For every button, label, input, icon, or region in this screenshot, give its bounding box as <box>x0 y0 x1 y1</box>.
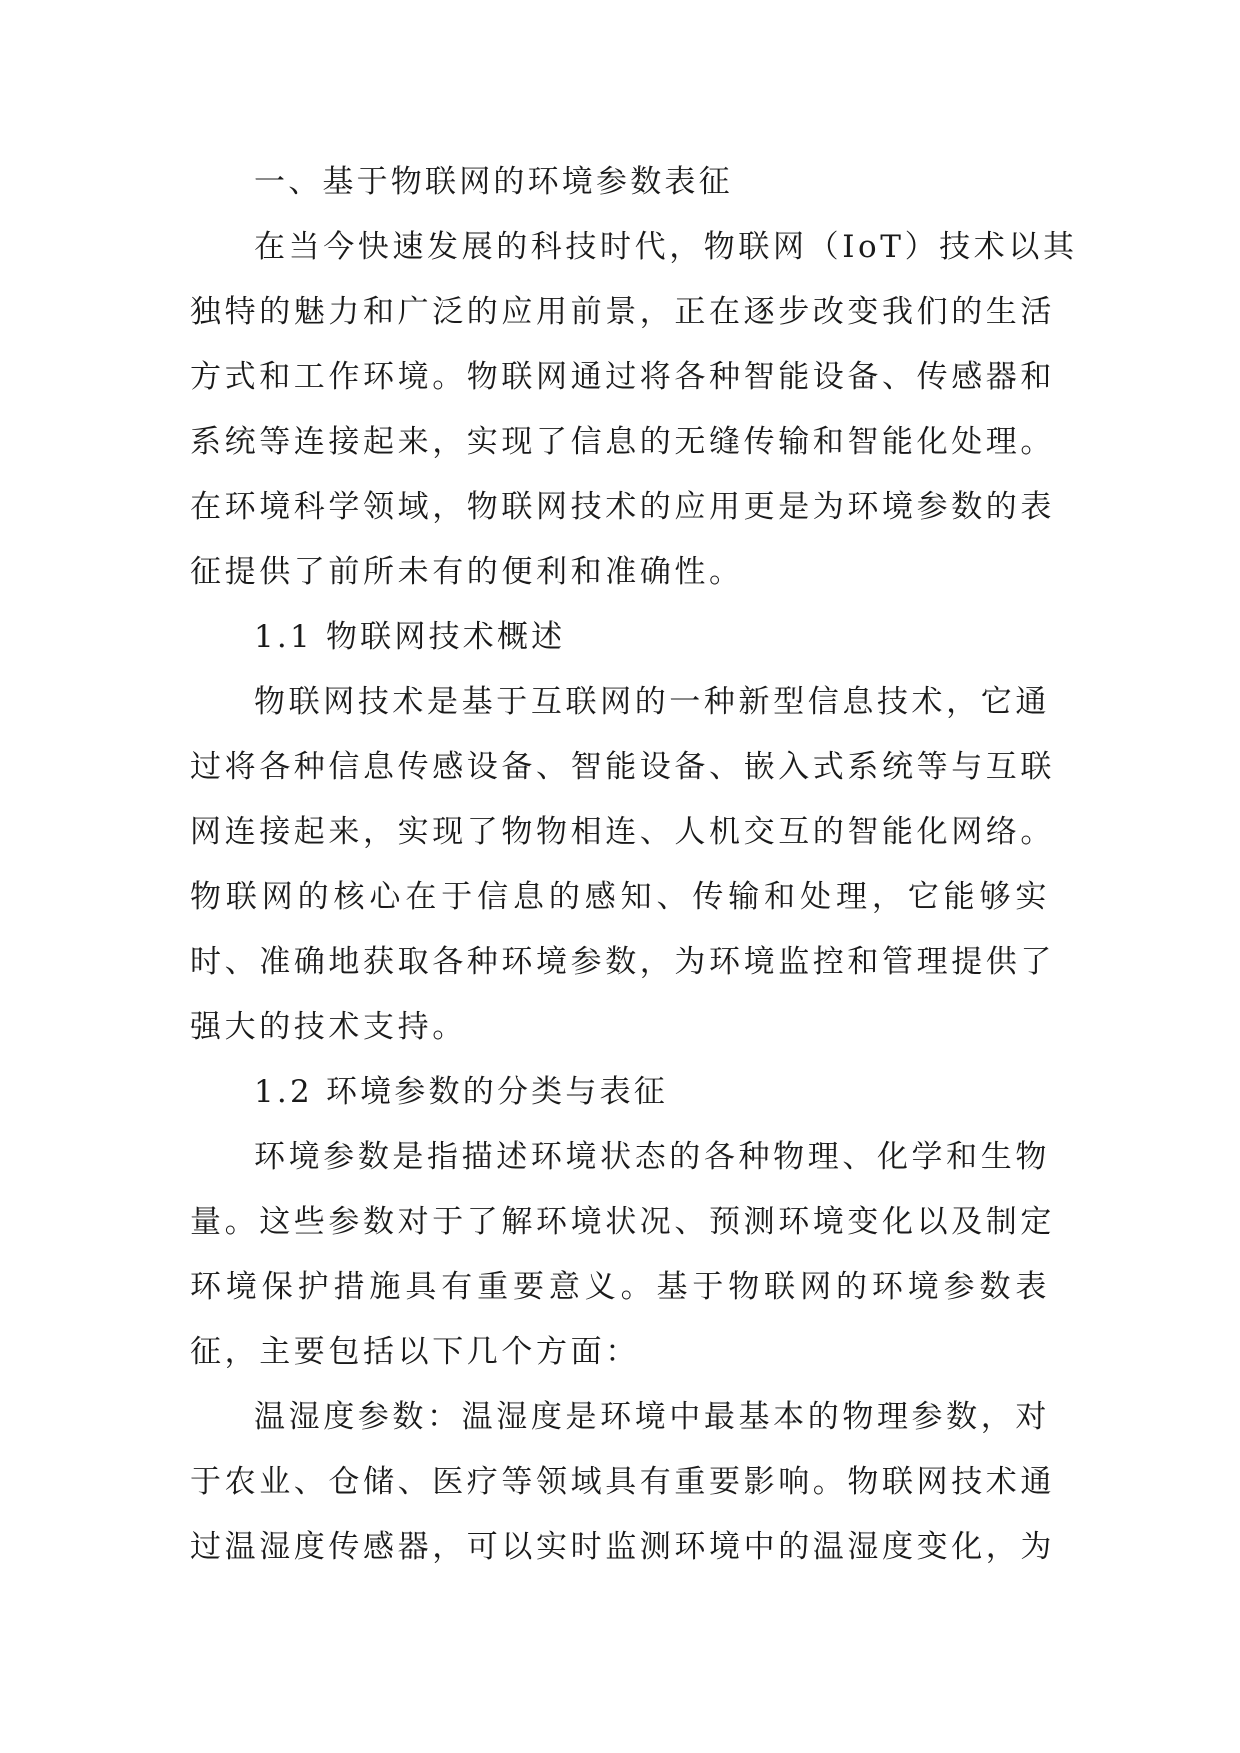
paragraph-line: 强大的技术支持。 <box>190 1009 467 1045</box>
paragraph-line: 征，主要包括以下几个方面： <box>190 1334 640 1370</box>
paragraph-iot-overview <box>190 670 1055 1060</box>
paragraph-line: 网连接起来，实现了物物相连、人机交互的智能化网络。 <box>190 814 1055 850</box>
paragraph-line: 环境参数是指描述环境状态的各种物理、化学和生物 <box>254 1139 1050 1175</box>
paragraph-line: 征提供了前所未有的便利和准确性。 <box>190 554 744 590</box>
paragraph-parameter-classification <box>190 1125 1055 1385</box>
paragraph-line: 在环境科学领域，物联网技术的应用更是为环境参数的表 <box>190 489 1055 525</box>
section-heading: 一、基于物联网的环境参数表征 <box>254 164 733 200</box>
subheading-parameter-classification: 1.2 环境参数的分类与表征 <box>254 1074 668 1110</box>
paragraph-line: 在当今快速发展的科技时代，物联网（IoT）技术以其 <box>254 229 1078 265</box>
paragraph-line: 过将各种信息传感设备、智能设备、嵌入式系统等与互联 <box>190 749 1055 785</box>
subheading-iot-overview: 1.1 物联网技术概述 <box>254 619 566 655</box>
paragraph-line: 量。这些参数对于了解环境状况、预测环境变化以及制定 <box>190 1204 1055 1240</box>
paragraph-line: 时、准确地获取各种环境参数，为环境监控和管理提供了 <box>190 944 1055 980</box>
paragraph-line: 环境保护措施具有重要意义。基于物联网的环境参数表 <box>190 1269 1050 1305</box>
paragraph-line: 物联网技术是基于互联网的一种新型信息技术，它通 <box>254 684 1050 720</box>
document-body <box>190 150 1078 1580</box>
paragraph-line: 物联网的核心在于信息的感知、传输和处理，它能够实 <box>190 879 1050 915</box>
paragraph-intro <box>190 215 1078 605</box>
paragraph-line: 独特的魅力和广泛的应用前景，正在逐步改变我们的生活 <box>190 294 1055 330</box>
paragraph-temperature-humidity <box>190 1385 1055 1580</box>
paragraph-line: 方式和工作环境。物联网通过将各种智能设备、传感器和 <box>190 359 1055 395</box>
paragraph-line: 于农业、仓储、医疗等领域具有重要影响。物联网技术通 <box>190 1464 1055 1500</box>
paragraph-line: 温湿度参数：温湿度是环境中最基本的物理参数，对 <box>254 1399 1050 1435</box>
paragraph-line: 系统等连接起来，实现了信息的无缝传输和智能化处理。 <box>190 424 1055 460</box>
paragraph-line: 过温湿度传感器，可以实时监测环境中的温湿度变化，为 <box>190 1529 1055 1565</box>
